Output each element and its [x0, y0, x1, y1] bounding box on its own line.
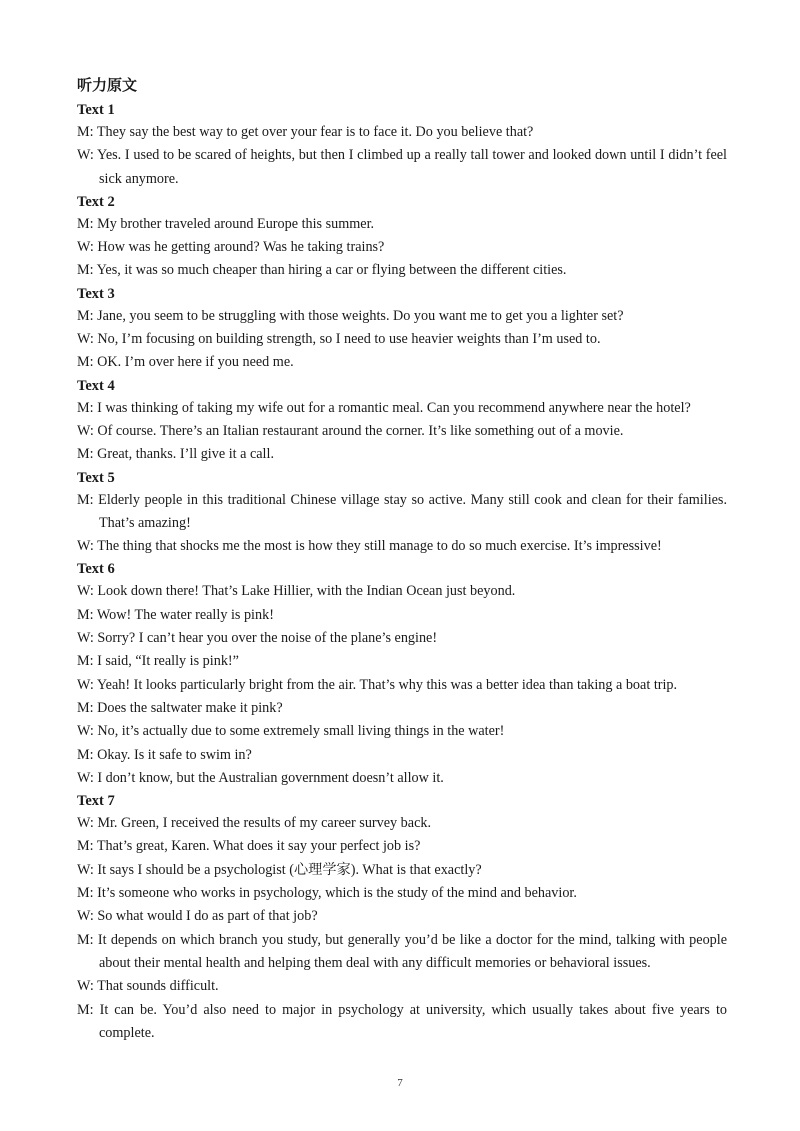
dialogue-line: W: No, I’m focusing on building strength, so I need to use heavier weights than I’m used to. — [77, 331, 601, 348]
dialogue-line: M: Wow! The water really is pink! — [77, 606, 274, 623]
section-heading: Text 5 — [77, 469, 115, 486]
section-text-4 — [77, 375, 727, 467]
dialogue-line: M: Elderly people in this traditional Chinese village stay so active. Many still cook and clean for their families. That’s amazing! — [77, 491, 727, 531]
dialogue-line: W: No, it’s actually due to some extremely small living things in the water! — [77, 723, 505, 740]
section-text-3 — [77, 283, 727, 375]
dialogue-line: M: Does the saltwater make it pink? — [77, 699, 283, 716]
page-number: 7 — [397, 1077, 403, 1089]
dialogue-line: W: So what would I do as part of that job? — [77, 908, 318, 925]
dialogue-line: W: Yeah! It looks particularly bright from the air. That’s why this was a better idea than taking a boat trip. — [77, 676, 678, 693]
dialogue-line: M: My brother traveled around Europe this summer. — [77, 215, 375, 232]
section-heading: Text 7 — [77, 793, 115, 810]
section-text-6 — [77, 558, 727, 790]
dialogue-line: M: Yes, it was so much cheaper than hiring a car or flying between the different cities. — [77, 262, 567, 279]
dialogue-line: W: It says I should be a psychologist (心理学家). What is that exactly? — [77, 861, 482, 878]
dialogue-line: M: They say the best way to get over your fear is to face it. Do you believe that? — [77, 124, 534, 140]
dialogue-line: W: Sorry? I can’t hear you over the noise of the plane’s engine! — [77, 630, 438, 647]
dialogue-line: M: It’s someone who works in psychology, which is the study of the mind and behavior. — [77, 885, 577, 902]
section-text-2 — [77, 191, 727, 283]
section-heading: Text 1 — [77, 102, 115, 118]
section-heading: Text 6 — [77, 561, 115, 578]
dialogue-line: W: Of course. There’s an Italian restaurant around the corner. It’s like something out of a movie. — [77, 422, 624, 439]
section-heading: Text 2 — [77, 193, 115, 210]
section-text-5 — [77, 467, 727, 559]
section-heading: Text 3 — [77, 285, 115, 302]
dialogue-line: W: I don’t know, but the Australian government doesn’t allow it. — [77, 769, 444, 786]
dialogue-line: M: I said, “It really is pink!” — [77, 653, 239, 670]
section-text-1 — [77, 99, 727, 191]
dialogue-line: W: Mr. Green, I received the results of my career survey back. — [77, 815, 432, 832]
dialogue-line: W: That sounds difficult. — [77, 978, 219, 995]
dialogue-line: M: Okay. Is it safe to swim in? — [77, 746, 252, 763]
dialogue-line: M: I was thinking of taking my wife out for a romantic meal. Can you recommend anywhere near the hotel? — [77, 399, 691, 416]
page-title: 听力原文 — [77, 78, 138, 94]
dialogue-line: W: How was he getting around? Was he taking trains? — [77, 239, 385, 256]
dialogue-line: M: OK. I’m over here if you need me. — [77, 354, 294, 371]
dialogue-line: M: It depends on which branch you study, but generally you’d be like a doctor for the mind, talking with people about their mental health and helping them deal with any difficult memories or behavioral issues. — [77, 931, 727, 971]
section-text-7 — [77, 790, 727, 1045]
dialogue-line: W: Yes. I used to be scared of heights, but then I climbed up a really tall tower and looked down until I didn’t feel sick anymore. — [77, 147, 727, 187]
transcript-body — [77, 74, 727, 1045]
dialogue-line: M: Great, thanks. I’ll give it a call. — [77, 446, 274, 463]
dialogue-line: M: It can be. You’d also need to major in psychology at university, which usually takes about five years to complete. — [77, 1001, 727, 1041]
dialogue-line: M: Jane, you seem to be struggling with those weights. Do you want me to get you a lighter set? — [77, 307, 624, 324]
dialogue-line: M: That’s great, Karen. What does it say your perfect job is? — [77, 838, 421, 855]
dialogue-line: W: The thing that shocks me the most is how they still manage to do so much exercise. It’s impressive! — [77, 538, 662, 555]
section-heading: Text 4 — [77, 377, 115, 394]
dialogue-line: W: Look down there! That’s Lake Hillier, with the Indian Ocean just beyond. — [77, 583, 516, 600]
